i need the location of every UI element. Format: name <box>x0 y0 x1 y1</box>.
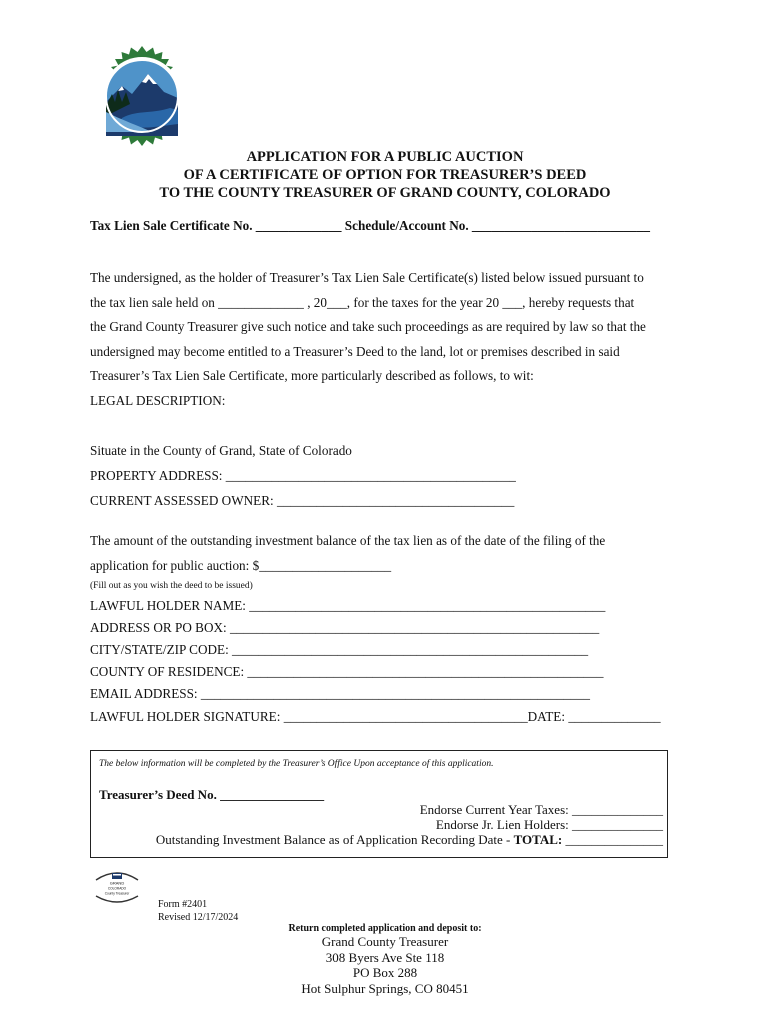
mini-seal-text-1: GRAND <box>109 880 125 886</box>
return-street: 308 Byers Ave Ste 118 <box>325 949 445 965</box>
form-revised: Revised 12/17/2024 <box>158 912 239 923</box>
endorse-jr-lien-field[interactable]: Endorse Jr. Lien Holders: ______________ <box>435 817 663 832</box>
title-line-1: APPLICATION FOR A PUBLIC AUCTION <box>246 149 524 165</box>
legal-description-label: LEGAL DESCRIPTION: <box>90 392 226 408</box>
lawful-holder-name-field[interactable]: LAWFUL HOLDER NAME: ______________________________________________________ <box>90 598 606 613</box>
grand-county-mini-logo <box>92 868 142 906</box>
email-address-field[interactable]: EMAIL ADDRESS: ___________________________________________________________ <box>90 686 590 701</box>
mini-seal-icon <box>92 868 142 906</box>
mini-seal-text-3: County Treasurer <box>104 891 130 896</box>
form-info <box>158 898 238 924</box>
return-pobox: PO Box 288 <box>352 965 418 980</box>
outstanding-total-field[interactable] <box>156 832 663 848</box>
paragraph-line: the Grand County Treasurer give such notice and take such proceedings as are required by law so that the <box>90 319 646 335</box>
document-title <box>0 148 770 202</box>
return-address <box>0 934 770 996</box>
paragraph-line: Treasurer’s Tax Lien Sale Certificate, more particularly described as follows, to wit: <box>90 368 534 384</box>
office-use-note: The below information will be completed by the Treasurer’s Office Upon acceptance of this application. <box>99 759 494 769</box>
title-line-2: OF A CERTIFICATE OF OPTION FOR TREASURER’S DEED <box>183 167 587 183</box>
return-city: Hot Sulphur Springs, CO 80451 <box>301 980 469 996</box>
paragraph-line[interactable]: the tax lien sale held on _____________ , 20___, for the taxes for the year 20 ___, hereby requests that <box>90 294 635 310</box>
fill-out-note: (Fill out as you wish the deed to be issued) <box>90 581 253 591</box>
amount-text-line: The amount of the outstanding investment balance of the tax lien as of the date of the filing of the <box>90 533 606 548</box>
form-number: Form #2401 <box>158 899 208 910</box>
return-name: Grand County Treasurer <box>321 934 449 949</box>
treasurer-deed-number-field[interactable]: Treasurer’s Deed No. ________________ <box>99 787 325 802</box>
signature-date-field[interactable]: LAWFUL HOLDER SIGNATURE: _____________________________________DATE: ______________ <box>90 709 661 724</box>
address-po-box-field[interactable]: ADDRESS OR PO BOX: ________________________________________________________ <box>90 620 600 635</box>
situate-line: Situate in the County of Grand, State of Colorado <box>90 443 352 458</box>
property-address-field[interactable]: PROPERTY ADDRESS: ____________________________________________ <box>90 468 516 483</box>
mini-seal-text-2: COLORADO <box>107 886 127 891</box>
county-seal-logo <box>90 38 194 158</box>
paragraph-line: undersigned may become entitled to a Treasurer’s Deed to the land, lot or premises described in said <box>90 343 620 359</box>
county-of-residence-field[interactable]: COUNTY OF RESIDENCE: ______________________________________________________ <box>90 664 604 679</box>
return-heading: Return completed application and deposit to: <box>288 923 482 934</box>
endorse-current-taxes-field[interactable]: Endorse Current Year Taxes: ______________ <box>419 802 663 817</box>
total-label: TOTAL: <box>513 832 563 847</box>
certificate-account-line[interactable]: Tax Lien Sale Certificate No. _____________ Schedule/Account No. ___________________________ <box>90 218 650 233</box>
current-owner-field[interactable]: CURRENT ASSESSED OWNER: ____________________________________ <box>90 493 515 508</box>
total-blank[interactable]: _______________ <box>562 832 663 847</box>
amount-field[interactable]: application for public auction: $____________________ <box>90 558 392 573</box>
treasurer-office-box <box>90 750 668 858</box>
outstanding-label: Outstanding Investment Balance as of Application Recording Date - <box>155 832 514 847</box>
city-state-zip-field[interactable]: CITY/STATE/ZIP CODE: ______________________________________________________ <box>90 642 589 657</box>
paragraph-line: The undersigned, as the holder of Treasurer’s Tax Lien Sale Certificate(s) listed below issued pursuant to <box>90 270 644 285</box>
request-paragraph <box>90 266 690 414</box>
seal-mountain-icon <box>90 38 194 158</box>
title-line-3: TO THE COUNTY TREASURER OF GRAND COUNTY, COLORADO <box>159 185 611 201</box>
